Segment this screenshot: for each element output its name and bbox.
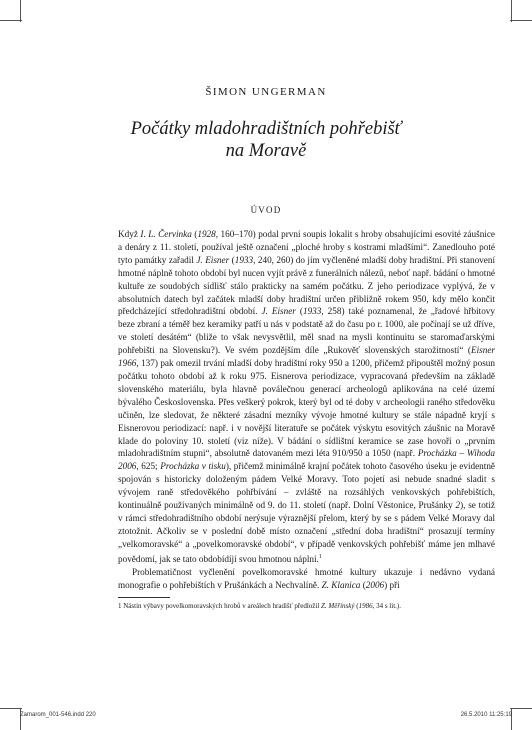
- footnote: 1 Nástin výbavy povelkomoravských hrobů v areálech hradišť předložil Z. Měřínský (1986, 34 s lit.).: [118, 602, 401, 610]
- paragraph-2: Problematičnost vyčlenění povelkomoravské hmotné kultury ukazuje i nedávno vydaná monografie o pohřebištích v Prušánkách a Nechvalíně. Z. Klanica (2006) při: [118, 566, 495, 590]
- slug-file-info: Zamarom_001-546.indd 220: [20, 712, 96, 718]
- footnote-number: 1: [118, 602, 122, 610]
- crop-mark: [0, 20, 22, 21]
- article-title: [0, 118, 532, 162]
- crop-mark: [510, 708, 532, 709]
- title-line-1: Počátky mladohradištních pohřebišť: [130, 119, 402, 139]
- crop-mark: [510, 20, 532, 21]
- footnote-ref: 1: [318, 553, 322, 560]
- section-heading: ÚVOD: [250, 205, 282, 215]
- author-name: ŠIMON UNGERMAN: [205, 86, 327, 98]
- article-body: [118, 228, 495, 591]
- slug-timestamp: 26.5.2010 11:25:19: [460, 712, 512, 718]
- crop-mark: [0, 708, 22, 709]
- crop-mark: [20, 0, 21, 22]
- footnote-rule: [118, 597, 170, 598]
- paragraph-1: Když I. L. Červinka (1928, 160–170) podal první soupis lokalit s hroby obsahujícími esovité záušnice a denáry z 11. století, používal ještě označení „ploché hroby s kostrami mladšími“. Zanedlouho poté tyto památky zařadil J. Eisner (1933, 240, 260) do jím vyčleněné mladší doby hradištní. Při stanovení hmotné náplně tohoto období byl nucen vyjít právě z funerálních nálezů, neboť např. bádání o hmotné kultuře ze soudobých sídlišť stálo prakticky na samém počátku. Z jeho periodizace vyplývá, že v absolutních datech byl začátek mladší doby hradištní určen přibližně rokem 950, kdy mělo končit předcházející středohradištní období. J. Eisner (1933, 258) také poznamenal, že „řadové hřbitovy beze zbraní a téměř bez keramiky patří u nás v podstatě až do času po r. 1000, ale počínají se už dříve, ve století desátém“ (bliže to však nevysvětlil, měl snad na mysli kontinuitu se staromaďarskými pohřebišti na Slovensku?). Ve svém pozdějším díle „Rukověť slovenských starožitností“ (Eisner 1966, 137) pak omezil trvání mladší doby hradištní roky 950 a 1200, přičemž připouštěl možný posun počátku tohoto období až k roku 975. Eisnerova periodizace, vypracovaná především na základě slovenského materiálu, byla hlavně poválečnou generací archeologů aplikována na celé území bývalého Československa. Přes veškerý pokrok, který byl od té doby v archeologii raného středověku učiněn, lze sledovat, že některé zásadní mezníky vývoje hmotné kultury se stále nápadně kryjí s Eisnerovou periodizací: např. i v novější literatuře se počátek výskytu esovitých záušnic na Moravě klade do poloviny 10. století (viz níže). V bádání o sídlištní keramice se zase hovoří o „prvním mladohradištním stupni“, absolutně datovaném mezi léta 910/950 a 1050 (např. Procházka – Wihoda 2006, 625; Procházka v tisku), přičemž minimálně krajní počátek tohoto časového úseku je evidentně spojován s historicky doloženým pádem Velké Moravy. Toto pojetí asi nebude snadné sladit s vývojem raně středověkého pohřbívání – zvláště na rozsáhlých venkovských pohřebištích, kontinuálně používaných minimálně od 9. do 11. století (např. Dolní Věstonice, Prušánky 2), se totiž v rámci středohradištního období nerýsuje výraznější přelom, který by se s pádem Velké Moravy dal ztotožnit. Ačkoliv se v poslední době místo označení „střední doba hradištní“ prosazují termíny „velkomoravské“ a „povelkomoravské období“, v případě venkovských pohřebišť máme jen mlhavé povědomí, jak se tato obdobídíjí svou hmotnou náplní.$^1$: [118, 229, 495, 564]
- crop-mark: [511, 0, 512, 22]
- title-line-2: na Moravě: [225, 141, 307, 161]
